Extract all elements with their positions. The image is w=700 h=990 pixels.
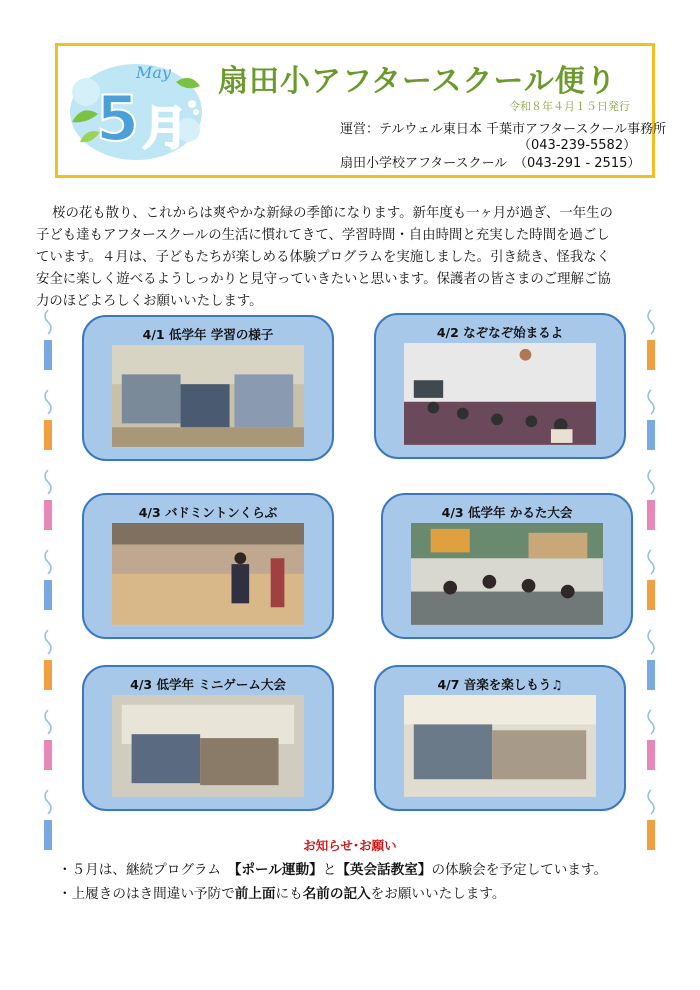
photo-card-study <box>82 315 334 461</box>
notice-keyword: 前上面 <box>234 886 276 902</box>
right-koinobori-border-decoration <box>644 300 658 860</box>
photo-card-music <box>374 665 626 811</box>
photo-caption: 4/7 音楽を楽しもう♫ <box>437 677 563 692</box>
badminton-gym-photo <box>112 523 304 625</box>
photo-caption: 4/3 バドミントンくらぶ <box>138 505 278 520</box>
svg-text:5: 5 <box>96 82 140 155</box>
intro-line: 桜の花も散り、これからは爽やかな新緑の季節になります。新年度も一ヶ月が過ぎ、一年生の <box>52 206 613 221</box>
intro-line: ています。４月は、子どもたちが楽しめる体験プログラムを実施しました。引き続き、怪我なく <box>36 250 611 265</box>
notice-text: の体験会を予定しています。 <box>431 862 608 878</box>
may-badge-illustration <box>66 52 206 162</box>
photo-card-riddles <box>374 313 626 459</box>
notice-item <box>58 882 678 906</box>
intro-paragraph <box>36 203 664 313</box>
notice-text: と <box>322 862 337 878</box>
notice-text: をお願いいたします。 <box>370 886 506 902</box>
intro-line: 安全に楽しく遊べるようしっかりと見守っていきたいと思います。保護者の皆さまのご理解ご協 <box>36 272 611 287</box>
svg-text:月: 月 <box>142 101 188 155</box>
notice-text: ・上履きのはき間違い予防で <box>58 886 235 902</box>
page-title: 扇田小アフタースクール便り <box>218 64 617 99</box>
school-line: 扇田小学校アフタースクール <box>340 156 508 171</box>
music-activity-photo <box>404 695 596 797</box>
photo-caption: 4/3 低学年 かるた大会 <box>441 505 573 520</box>
issue-date: 令和８年４月１５日発行 <box>509 100 630 113</box>
notice-text: にも <box>275 886 303 902</box>
intro-line: 力のほどよろしくお願いいたします。 <box>36 294 263 309</box>
notice-keyword: 【ポール運動】 <box>234 862 323 878</box>
photo-card-badminton <box>82 493 334 639</box>
study-time-photo <box>112 345 304 447</box>
newsletter-header <box>55 43 667 178</box>
operator-line: 運営：テルウェル東日本 千葉市アフタースクール事務所 <box>340 122 667 137</box>
notice-heading: お知らせ･お願い <box>303 838 397 853</box>
intro-line: 子ども達もアフタースクールの生活に慣れてきて、学習時間・自由時間と充実した時間を過ごし <box>36 228 610 243</box>
notice-keyword: 【英会話教室】 <box>336 862 432 878</box>
notice-keyword: 名前の記入 <box>302 886 371 902</box>
notice-item <box>58 858 678 882</box>
photo-caption: 4/3 低学年 ミニゲーム大会 <box>130 677 286 692</box>
notice-list <box>58 858 678 906</box>
photo-caption: 4/1 低学年 学習の様子 <box>142 327 274 342</box>
karuta-tournament-photo <box>411 523 603 625</box>
operator-phone: （043-239-5582） <box>518 138 637 153</box>
mini-game-photo <box>112 695 304 797</box>
left-koinobori-border-decoration <box>41 300 55 860</box>
photo-card-mini-games <box>82 665 334 811</box>
riddle-session-photo <box>404 343 596 445</box>
school-phone: （043-291 - 2515） <box>514 156 641 171</box>
svg-text:May: May <box>136 63 171 82</box>
photo-card-karuta <box>381 493 633 639</box>
photo-caption: 4/2 なぞなぞ始まるよ <box>436 325 564 340</box>
notice-text: ・５月は、継続プログラム <box>58 862 235 878</box>
